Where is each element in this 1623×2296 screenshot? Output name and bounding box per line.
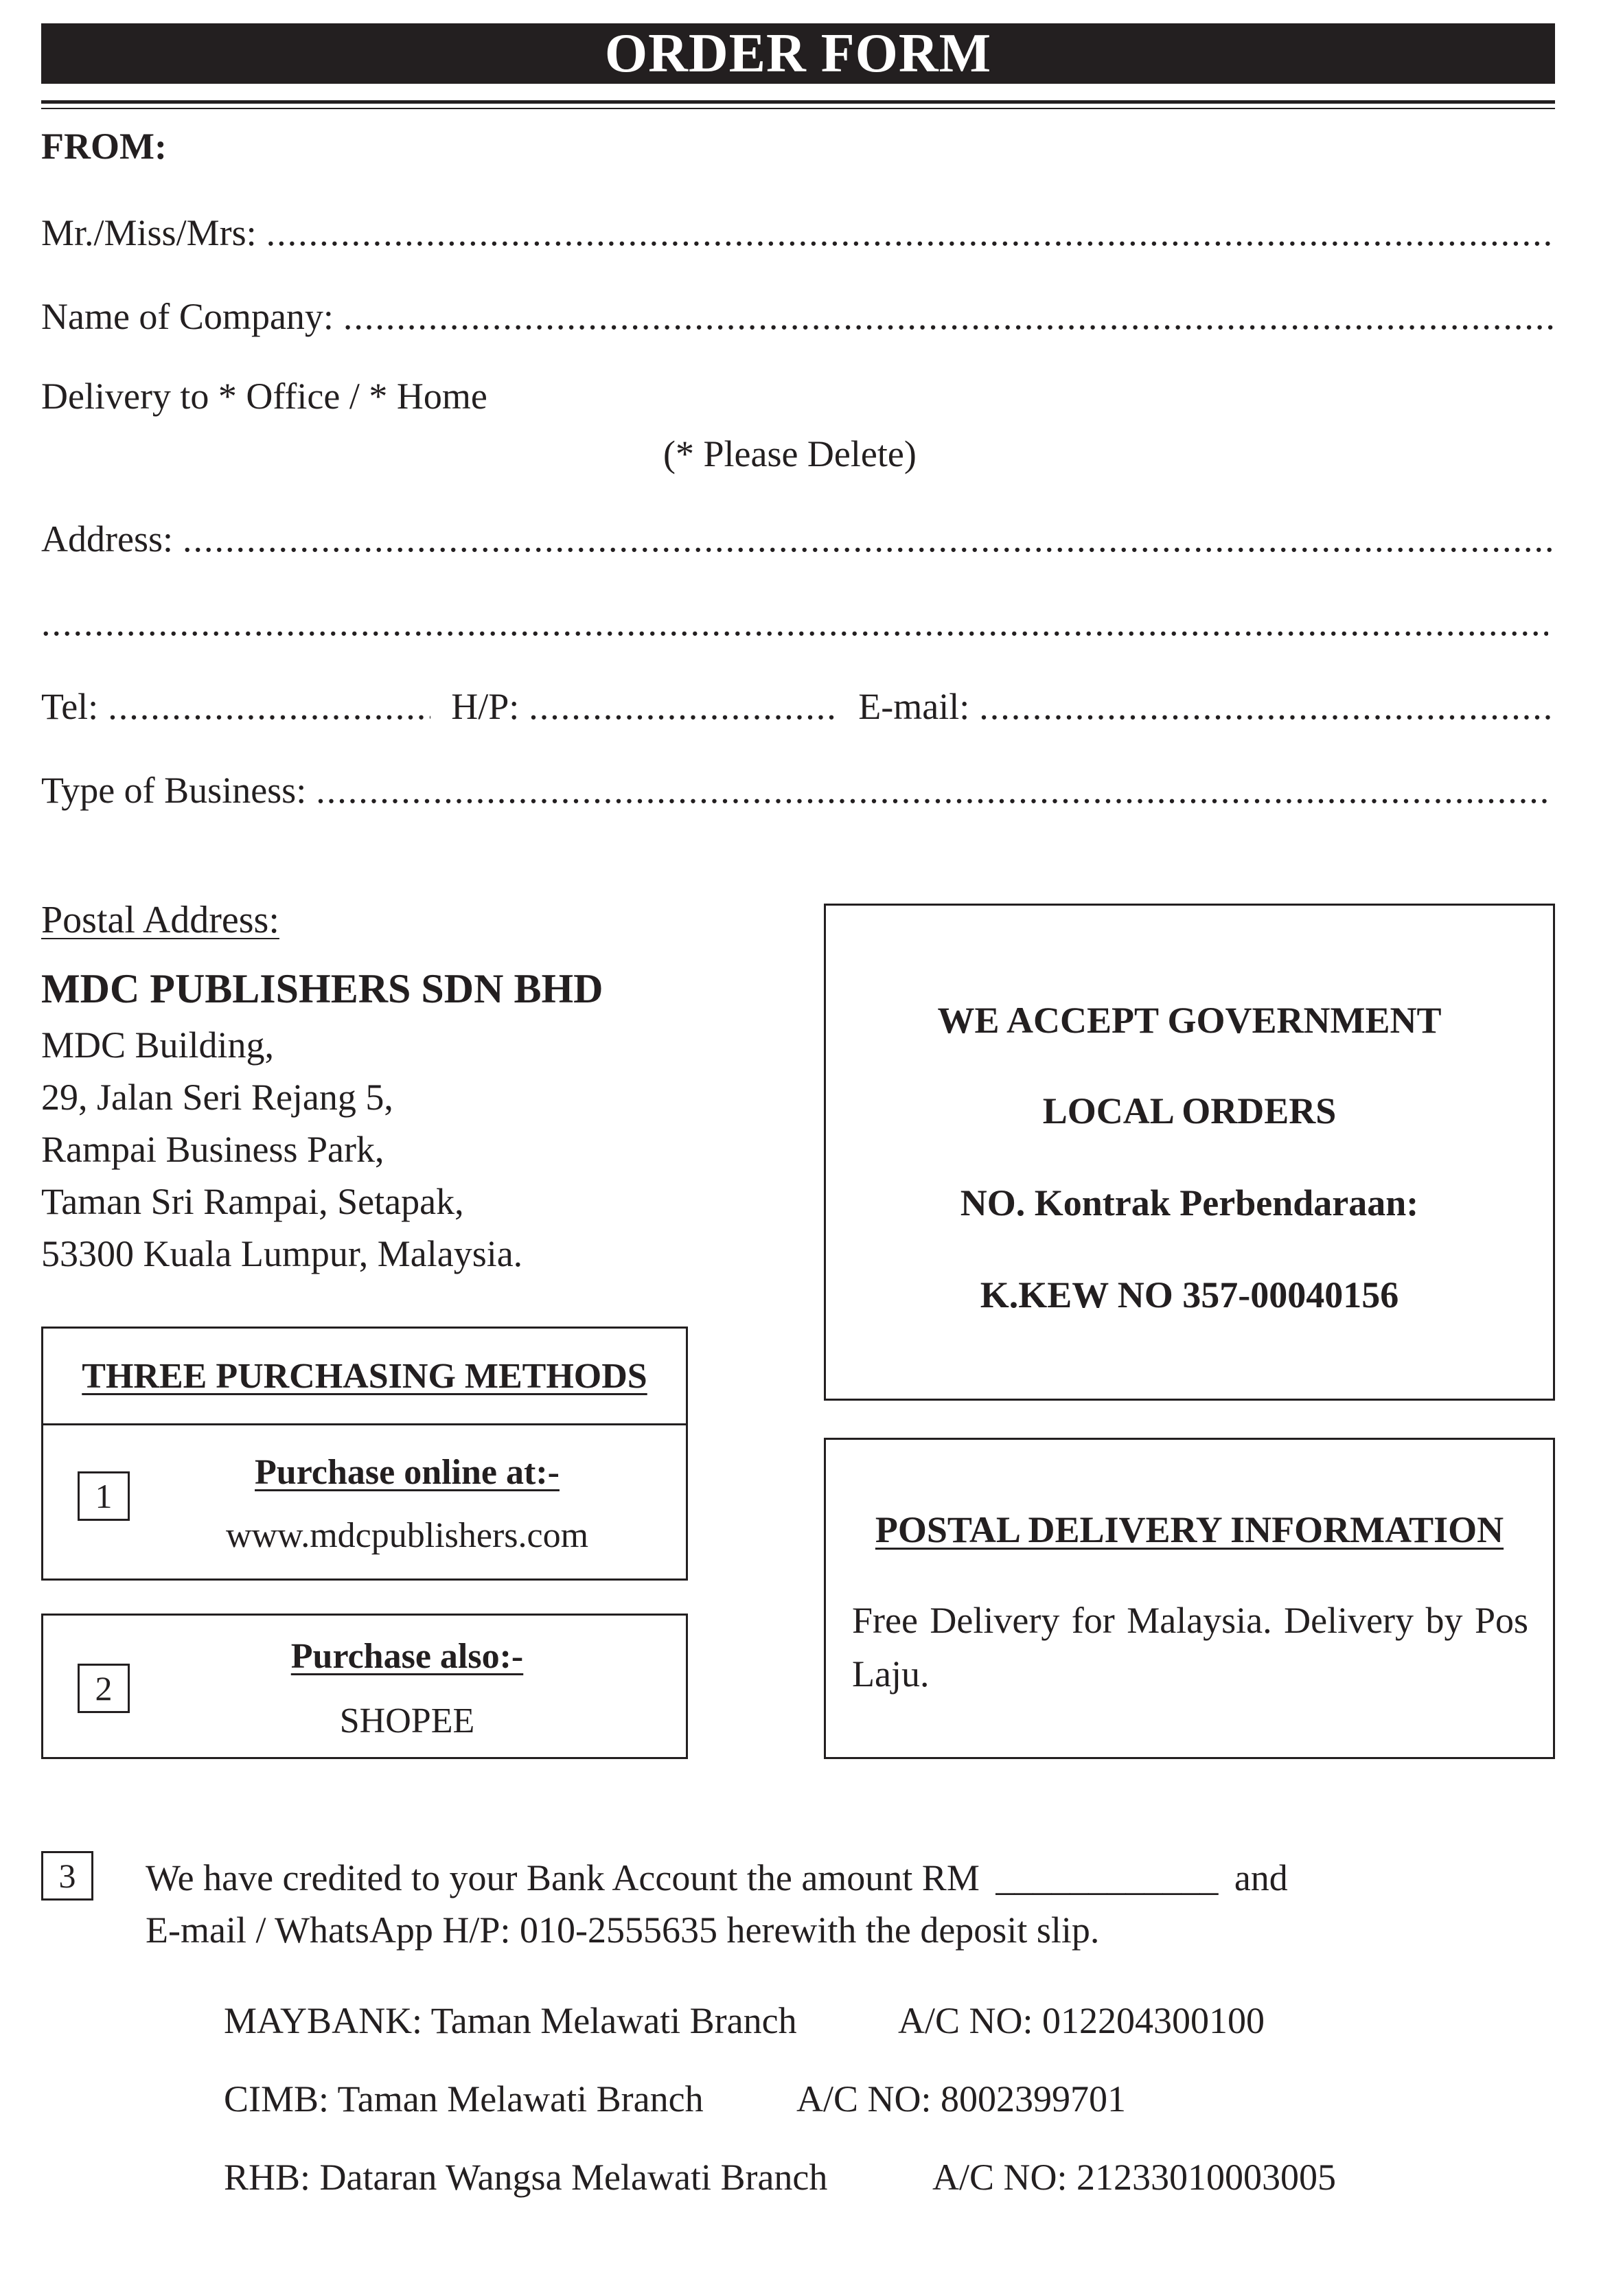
bank-credit-line-1 [146, 1859, 1288, 1896]
government-orders-box [824, 904, 1555, 1401]
delivery-label: Delivery to * Office / * Home [41, 376, 487, 417]
bank-credit-text: We have credited to your Bank Account the amount RM [146, 1857, 980, 1898]
hp-label: H/P: [451, 686, 520, 727]
bank-credit-line-2: E-mail / WhatsApp H/P: 010-2555635 herewith the deposit slip. [146, 1909, 1100, 1951]
name-label: Mr./Miss/Mrs: [41, 212, 257, 253]
from-heading: FROM: [41, 126, 167, 167]
purchase-also-box [41, 1614, 688, 1759]
method-2-detail: SHOPEE [339, 1701, 475, 1741]
method-2-number: 2 [78, 1664, 130, 1713]
bank-account-cimb: A/C NO: 8002399701 [796, 2078, 1127, 2120]
method-3-number: 3 [41, 1851, 93, 1901]
postal-line: 53300 Kuala Lumpur, Malaysia. [41, 1233, 523, 1274]
government-line: LOCAL ORDERS [1042, 1090, 1337, 1132]
method-1-number: 1 [78, 1471, 130, 1521]
methods-divider [43, 1423, 686, 1425]
address-label: Address: [41, 518, 173, 560]
company-field-row[interactable] [41, 295, 1555, 338]
tel-label: Tel: [41, 686, 99, 727]
contact-field-row[interactable] [41, 685, 1555, 728]
method-2-title: Purchase also:- [290, 1637, 524, 1676]
hp-dotted-line[interactable] [529, 685, 838, 728]
address-field-row[interactable] [41, 518, 1555, 560]
page-title: ORDER FORM [604, 23, 992, 84]
delivery-info-heading: POSTAL DELIVERY INFORMATION [875, 1509, 1504, 1550]
business-dotted-line[interactable] [316, 769, 1548, 812]
postal-lines [41, 1019, 522, 1280]
methods-heading: THREE PURCHASING METHODS [82, 1357, 647, 1396]
bank-name-cimb: CIMB: Taman Melawati Branch [224, 2078, 704, 2120]
email-dotted-line[interactable] [979, 685, 1555, 728]
address-dotted-line-2[interactable] [41, 601, 1548, 644]
header-rule-thin [41, 108, 1555, 109]
postal-delivery-box [824, 1438, 1555, 1759]
amount-blank[interactable]: ____________ [995, 1857, 1219, 1898]
government-line: NO. Kontrak Perbendaraan: [960, 1182, 1419, 1224]
title-bar [41, 23, 1555, 84]
postal-line: Rampai Business Park, [41, 1129, 384, 1170]
address-dotted-line[interactable] [183, 518, 1555, 560]
company-dotted-line[interactable] [343, 295, 1555, 338]
purchasing-methods-box [41, 1327, 688, 1581]
header-rule-thick [41, 100, 1555, 104]
business-field-row[interactable] [41, 769, 1548, 812]
method-1-title: Purchase online at:- [255, 1453, 560, 1492]
business-label: Type of Business: [41, 770, 307, 811]
government-line: WE ACCEPT GOVERNMENT [937, 1000, 1442, 1041]
tel-dotted-line[interactable] [108, 685, 430, 728]
email-label: E-mail: [858, 686, 970, 727]
postal-line: Taman Sri Rampai, Setapak, [41, 1181, 464, 1222]
government-line: K.KEW NO 357-00040156 [980, 1274, 1399, 1316]
name-dotted-line[interactable] [266, 211, 1555, 254]
method-1-url[interactable]: www.mdcpublishers.com [225, 1516, 589, 1555]
postal-line: MDC Building, [41, 1024, 275, 1066]
postal-company: MDC PUBLISHERS SDN BHD [41, 966, 603, 1011]
bank-account-maybank: A/C NO: 012204300100 [898, 2000, 1265, 2041]
bank-account-rhb: A/C NO: 21233010003005 [932, 2157, 1337, 2198]
postal-line: 29, Jalan Seri Rejang 5, [41, 1077, 393, 1118]
bank-name-rhb: RHB: Dataran Wangsa Melawati Branch [224, 2157, 828, 2198]
bank-credit-and: and [1234, 1857, 1288, 1898]
name-field-row[interactable] [41, 211, 1555, 254]
address-line-2-row[interactable] [41, 601, 1548, 644]
company-label: Name of Company: [41, 296, 334, 337]
delete-note: (* Please Delete) [663, 433, 917, 474]
bank-name-maybank: MAYBANK: Taman Melawati Branch [224, 2000, 797, 2041]
postal-heading: Postal Address: [41, 899, 279, 941]
delivery-info-text: Free Delivery for Malaysia. Delivery by Pos Laju. [852, 1600, 1528, 1695]
